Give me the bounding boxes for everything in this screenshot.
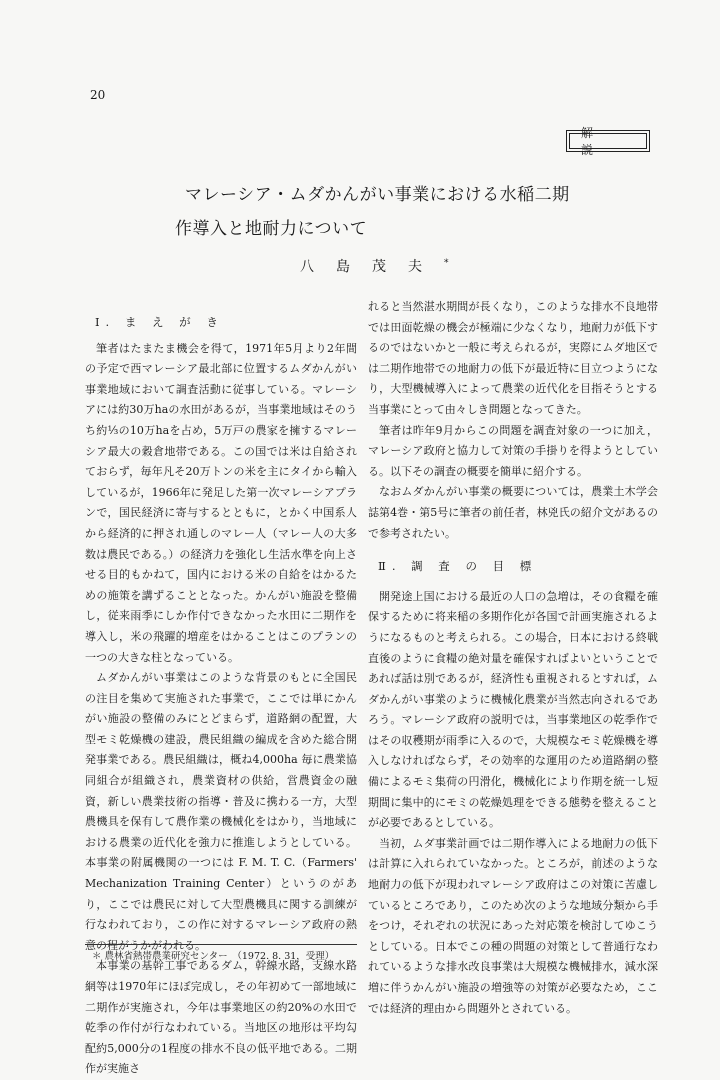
footnote-divider <box>85 944 357 945</box>
paragraph: 当初，ムダ事業計画では二期作導入による地耐力の低下は計算に入れられていなかった。ところが，前述のような地耐力の低下が現われマレーシア政府はこの対策に苦慮しているところであり，このため次のような地域分類から手をつけ，それぞれの状況にあった対応策を検討してゆこうとしている。日本でこの種の問題の対策として普通行なわれているような排水改良事業は大規模な機械排水，減水深増に伴うかんがい施設の増強等の対策が必要なため，ここでは経済的理由から問題外とされている。 <box>368 836 658 1015</box>
section-heading-introduction: Ⅰ. ま え が き <box>95 315 224 329</box>
title-line-1: マレーシア・ムダかんがい事業における水稲二期 <box>185 185 570 205</box>
author-footnote-mark: * <box>444 258 449 269</box>
paragraph: 本事業の基幹工事であるダム，幹線水路，支線水路網等は1970年にほぼ完成し，その年初めて一部地域に二期作が実施され，今年は事業地区の約20%の水田で乾季の作付が行なわれている。当地区の地形は平均勾配約5,000分の1程度の排水不良の低平地である。二期作が実施さ <box>85 959 357 1076</box>
left-column <box>85 310 357 1080</box>
paragraph: なおムダかんがい事業の概要については，農業土木学会誌第4巻・第5号に筆者の前任者，林兇氏の紹介文があるので参考されたい。 <box>368 485 658 540</box>
footnote: ＊ 農林省熱帯農業研究センター （1972. 8. 31，受理） <box>92 951 335 962</box>
section-tag: 解 説 <box>566 130 650 152</box>
paragraph-continued: れると当然湛水期間が長くなり，このような排水不良地帯では田面乾燥の機会が極端に少なくなり，地耐力が低下するのではないかと一般に考えられるが，実際にムダ地区では二期作地帯での地耐力の低下が最近特に目立つようになり，大型機械導入によって農業の近代化を目指そうとする当事業にとって由々しき問題となってきた。 <box>368 300 658 416</box>
right-column <box>368 297 658 1019</box>
paragraph: 筆者は昨年9月からこの問題を調査対象の一つに加え，マレーシア政府と協力して対策の手掛りを得ようとしている。以下その調査の概要を簡単に紹介する。 <box>368 423 658 478</box>
paragraph: ムダかんがい事業はこのような背景のもとに全国民の注目を集めて実施された事業で，ここでは単にかんがい施設の整備のみにとどまらず，道路網の配置，大型モミ乾燥機の建設，農民組織の編成を含めた総合開発事業である。農民組織は，概ね4,000ha 毎に農業協同組合が組織され，農業資材の供給，営農資金の融資，新しい農業技術の指導・普及に携わる一方，大型農機具を保有して農作業の機械化をはかり，当地域における農業の近代化を強力に推進しようとしている。本事業の附属機関の一つには F. M. T. C.（Farmers' Mechanization Training Center）というのがあり，ここでは農民に対して大型農機具に関する訓練が行なわれており，この作に対するマレーシア政府の熱意の程がうかがわれる。 <box>85 671 357 952</box>
author-text: 八島茂夫 <box>300 259 444 275</box>
section-heading-objective: Ⅱ. 調 査 の 目 標 <box>378 559 538 574</box>
paragraph: 筆者はたまたま機会を得て，1971年5月より2年間の予定で西マレーシア最北部に位置するムダかんがい事業地域において調査活動に従事している。マレーシアには約30万haの水田があるが，当事業地域はそのうち約⅓の10万haを占め，5万戸の農家を擁するマレーシア最大の穀倉地帯である。この国では米は自給されておらず，毎年凡そ20万トンの米を主にタイから輸入しているが，1966年に発足した第一次マレーシアプランで，国民経済に寄与するとともに，とかく中国系人から経済的に押され通しのマレー人（マレー人の大多数は農民である。）の経済力を強化し生活水準を向上させる目的もかねて，国内における米の自給をはかるための施策を講ずることとなった。かんがい施設を整備し，従来雨季にしか作付できなかった水田に二期作を導入し，米の飛躍的増産をはかることはこのプランの一つの大きな柱となっている。 <box>85 341 357 664</box>
page-number: 20 <box>90 88 106 102</box>
author-name <box>300 256 449 276</box>
title-line-2: 作導入と地耐力について <box>175 219 368 239</box>
article-title <box>175 178 605 246</box>
paragraph: 開発途上国における最近の人口の急増は，その食糧を確保するために将来稲の多期作化が各国で計画実施されるようになるものと考えられる。この場合，日本における終戦直後のように食糧の絶対量を確保すればよいということであれば話は別であるが，経済性も重視されるとすれば，ムダかんがい事業のように機械化農業が当然志向されるであろう。マレーシア政府の説明では，当事業地区の乾季作ではその収穫期が雨季に入るので，大規模なモミ乾燥機を導入しなければならず，その効率的な運用のため道路網の整備によるモミ集荷の円滑化，機械化により作期を統一し短期間に集中的にモミの乾燥処理をできる態勢を整えることが必要であるとしている。 <box>368 589 658 830</box>
